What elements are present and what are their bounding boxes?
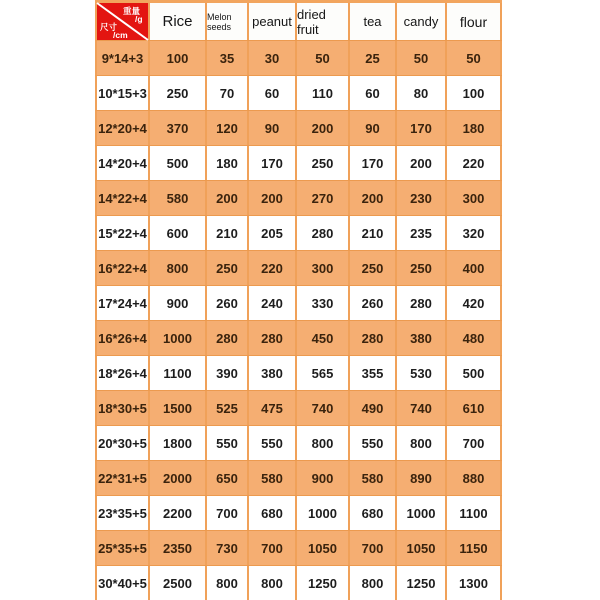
col-header-melon-seeds: Melon seeds <box>207 3 249 40</box>
value-cell: 480 <box>447 321 502 355</box>
value-cell: 300 <box>297 251 350 285</box>
value-cell: 880 <box>447 461 502 495</box>
value-cell: 2350 <box>150 531 207 565</box>
value-cell: 1500 <box>150 391 207 425</box>
value-cell: 355 <box>350 356 397 390</box>
value-cell: 730 <box>207 531 249 565</box>
size-cell: 18*30+5 <box>97 391 150 425</box>
value-cell: 680 <box>350 496 397 530</box>
value-cell: 565 <box>297 356 350 390</box>
value-cell: 1000 <box>397 496 447 530</box>
value-cell: 250 <box>297 146 350 180</box>
value-cell: 80 <box>397 76 447 110</box>
value-cell: 550 <box>249 426 297 460</box>
value-cell: 580 <box>350 461 397 495</box>
value-cell: 100 <box>447 76 502 110</box>
value-cell: 700 <box>249 531 297 565</box>
value-cell: 250 <box>207 251 249 285</box>
value-cell: 110 <box>297 76 350 110</box>
value-cell: 530 <box>397 356 447 390</box>
value-cell: 1250 <box>397 566 447 600</box>
value-cell: 1100 <box>150 356 207 390</box>
value-cell: 200 <box>350 181 397 215</box>
value-cell: 475 <box>249 391 297 425</box>
size-cell: 22*31+5 <box>97 461 150 495</box>
value-cell: 550 <box>350 426 397 460</box>
col-header-flour: flour <box>447 3 502 40</box>
weight-size-corner-icon <box>97 3 148 40</box>
value-cell: 280 <box>249 321 297 355</box>
value-cell: 1300 <box>447 566 502 600</box>
table-row <box>95 250 502 286</box>
value-cell: 300 <box>447 181 502 215</box>
value-cell: 170 <box>249 146 297 180</box>
value-cell: 1100 <box>447 496 502 530</box>
value-cell: 800 <box>297 426 350 460</box>
value-cell: 200 <box>297 111 350 145</box>
value-cell: 280 <box>350 321 397 355</box>
value-cell: 280 <box>297 216 350 250</box>
value-cell: 210 <box>350 216 397 250</box>
value-cell: 2200 <box>150 496 207 530</box>
value-cell: 250 <box>397 251 447 285</box>
table-row <box>95 496 502 530</box>
value-cell: 50 <box>397 41 447 75</box>
value-cell: 1250 <box>297 566 350 600</box>
spec-table <box>95 0 502 600</box>
size-cell: 12*20+4 <box>97 111 150 145</box>
value-cell: 60 <box>350 76 397 110</box>
value-cell: 390 <box>207 356 249 390</box>
value-cell: 180 <box>207 146 249 180</box>
value-cell: 800 <box>397 426 447 460</box>
value-cell: 330 <box>297 286 350 320</box>
value-cell: 700 <box>447 426 502 460</box>
table-row <box>95 426 502 460</box>
value-cell: 740 <box>297 391 350 425</box>
value-cell: 500 <box>447 356 502 390</box>
value-cell: 700 <box>350 531 397 565</box>
value-cell: 260 <box>207 286 249 320</box>
value-cell: 200 <box>249 181 297 215</box>
value-cell: 270 <box>297 181 350 215</box>
value-cell: 1150 <box>447 531 502 565</box>
value-cell: 50 <box>297 41 350 75</box>
value-cell: 740 <box>397 391 447 425</box>
value-cell: 280 <box>207 321 249 355</box>
value-cell: 420 <box>447 286 502 320</box>
table-row <box>95 356 502 390</box>
size-cell: 23*35+5 <box>97 496 150 530</box>
value-cell: 1800 <box>150 426 207 460</box>
value-cell: 650 <box>207 461 249 495</box>
col-header-dried-fruit: dried fruit <box>297 3 350 40</box>
value-cell: 260 <box>350 286 397 320</box>
value-cell: 370 <box>150 111 207 145</box>
value-cell: 800 <box>249 566 297 600</box>
table-row <box>95 286 502 320</box>
value-cell: 220 <box>447 146 502 180</box>
value-cell: 50 <box>447 41 502 75</box>
value-cell: 250 <box>350 251 397 285</box>
value-cell: 200 <box>397 146 447 180</box>
value-cell: 170 <box>350 146 397 180</box>
value-cell: 550 <box>207 426 249 460</box>
table-row <box>95 460 502 496</box>
col-header-peanut: peanut <box>249 3 297 40</box>
table-row <box>95 530 502 566</box>
value-cell: 280 <box>397 286 447 320</box>
value-cell: 900 <box>150 286 207 320</box>
value-cell: 490 <box>350 391 397 425</box>
size-cell: 9*14+3 <box>97 41 150 75</box>
table-row <box>95 320 502 356</box>
value-cell: 700 <box>207 496 249 530</box>
corner-size-label: 尺寸 <box>100 22 118 32</box>
value-cell: 1050 <box>397 531 447 565</box>
size-cell: 20*30+5 <box>97 426 150 460</box>
value-cell: 200 <box>207 181 249 215</box>
corner-size-unit: /cm <box>113 30 128 40</box>
value-cell: 120 <box>207 111 249 145</box>
value-cell: 210 <box>207 216 249 250</box>
value-cell: 220 <box>249 251 297 285</box>
value-cell: 580 <box>249 461 297 495</box>
size-cell: 14*20+4 <box>97 146 150 180</box>
value-cell: 2000 <box>150 461 207 495</box>
value-cell: 100 <box>150 41 207 75</box>
size-cell: 16*26+4 <box>97 321 150 355</box>
table-body <box>95 40 502 600</box>
value-cell: 2500 <box>150 566 207 600</box>
value-cell: 235 <box>397 216 447 250</box>
value-cell: 800 <box>207 566 249 600</box>
table-row <box>95 146 502 180</box>
col-header-candy: candy <box>397 3 447 40</box>
table-row <box>95 390 502 426</box>
value-cell: 1000 <box>150 321 207 355</box>
value-cell: 380 <box>397 321 447 355</box>
value-cell: 890 <box>397 461 447 495</box>
table-row <box>95 216 502 250</box>
value-cell: 580 <box>150 181 207 215</box>
size-cell: 10*15+3 <box>97 76 150 110</box>
table-row <box>95 110 502 146</box>
value-cell: 1000 <box>297 496 350 530</box>
value-cell: 320 <box>447 216 502 250</box>
corner-cell <box>97 3 150 40</box>
size-cell: 14*22+4 <box>97 181 150 215</box>
value-cell: 500 <box>150 146 207 180</box>
value-cell: 450 <box>297 321 350 355</box>
size-cell: 17*24+4 <box>97 286 150 320</box>
value-cell: 900 <box>297 461 350 495</box>
table-row <box>95 180 502 216</box>
value-cell: 525 <box>207 391 249 425</box>
value-cell: 600 <box>150 216 207 250</box>
size-cell: 25*35+5 <box>97 531 150 565</box>
value-cell: 90 <box>350 111 397 145</box>
value-cell: 60 <box>249 76 297 110</box>
value-cell: 90 <box>249 111 297 145</box>
col-header-rice: Rice <box>150 3 207 40</box>
value-cell: 250 <box>150 76 207 110</box>
value-cell: 240 <box>249 286 297 320</box>
size-cell: 15*22+4 <box>97 216 150 250</box>
value-cell: 35 <box>207 41 249 75</box>
table-row <box>95 40 502 76</box>
header-row <box>95 3 502 40</box>
size-cell: 16*22+4 <box>97 251 150 285</box>
value-cell: 800 <box>150 251 207 285</box>
size-cell: 30*40+5 <box>97 566 150 600</box>
size-cell: 18*26+4 <box>97 356 150 390</box>
value-cell: 30 <box>249 41 297 75</box>
table-row <box>95 566 502 600</box>
value-cell: 230 <box>397 181 447 215</box>
value-cell: 25 <box>350 41 397 75</box>
value-cell: 400 <box>447 251 502 285</box>
value-cell: 1050 <box>297 531 350 565</box>
value-cell: 180 <box>447 111 502 145</box>
value-cell: 610 <box>447 391 502 425</box>
value-cell: 170 <box>397 111 447 145</box>
corner-weight-label: 重量 <box>123 6 141 16</box>
value-cell: 70 <box>207 76 249 110</box>
value-cell: 800 <box>350 566 397 600</box>
table-row <box>95 76 502 110</box>
col-header-tea: tea <box>350 3 397 40</box>
corner-weight-unit: /g <box>135 14 143 24</box>
value-cell: 380 <box>249 356 297 390</box>
value-cell: 205 <box>249 216 297 250</box>
value-cell: 680 <box>249 496 297 530</box>
